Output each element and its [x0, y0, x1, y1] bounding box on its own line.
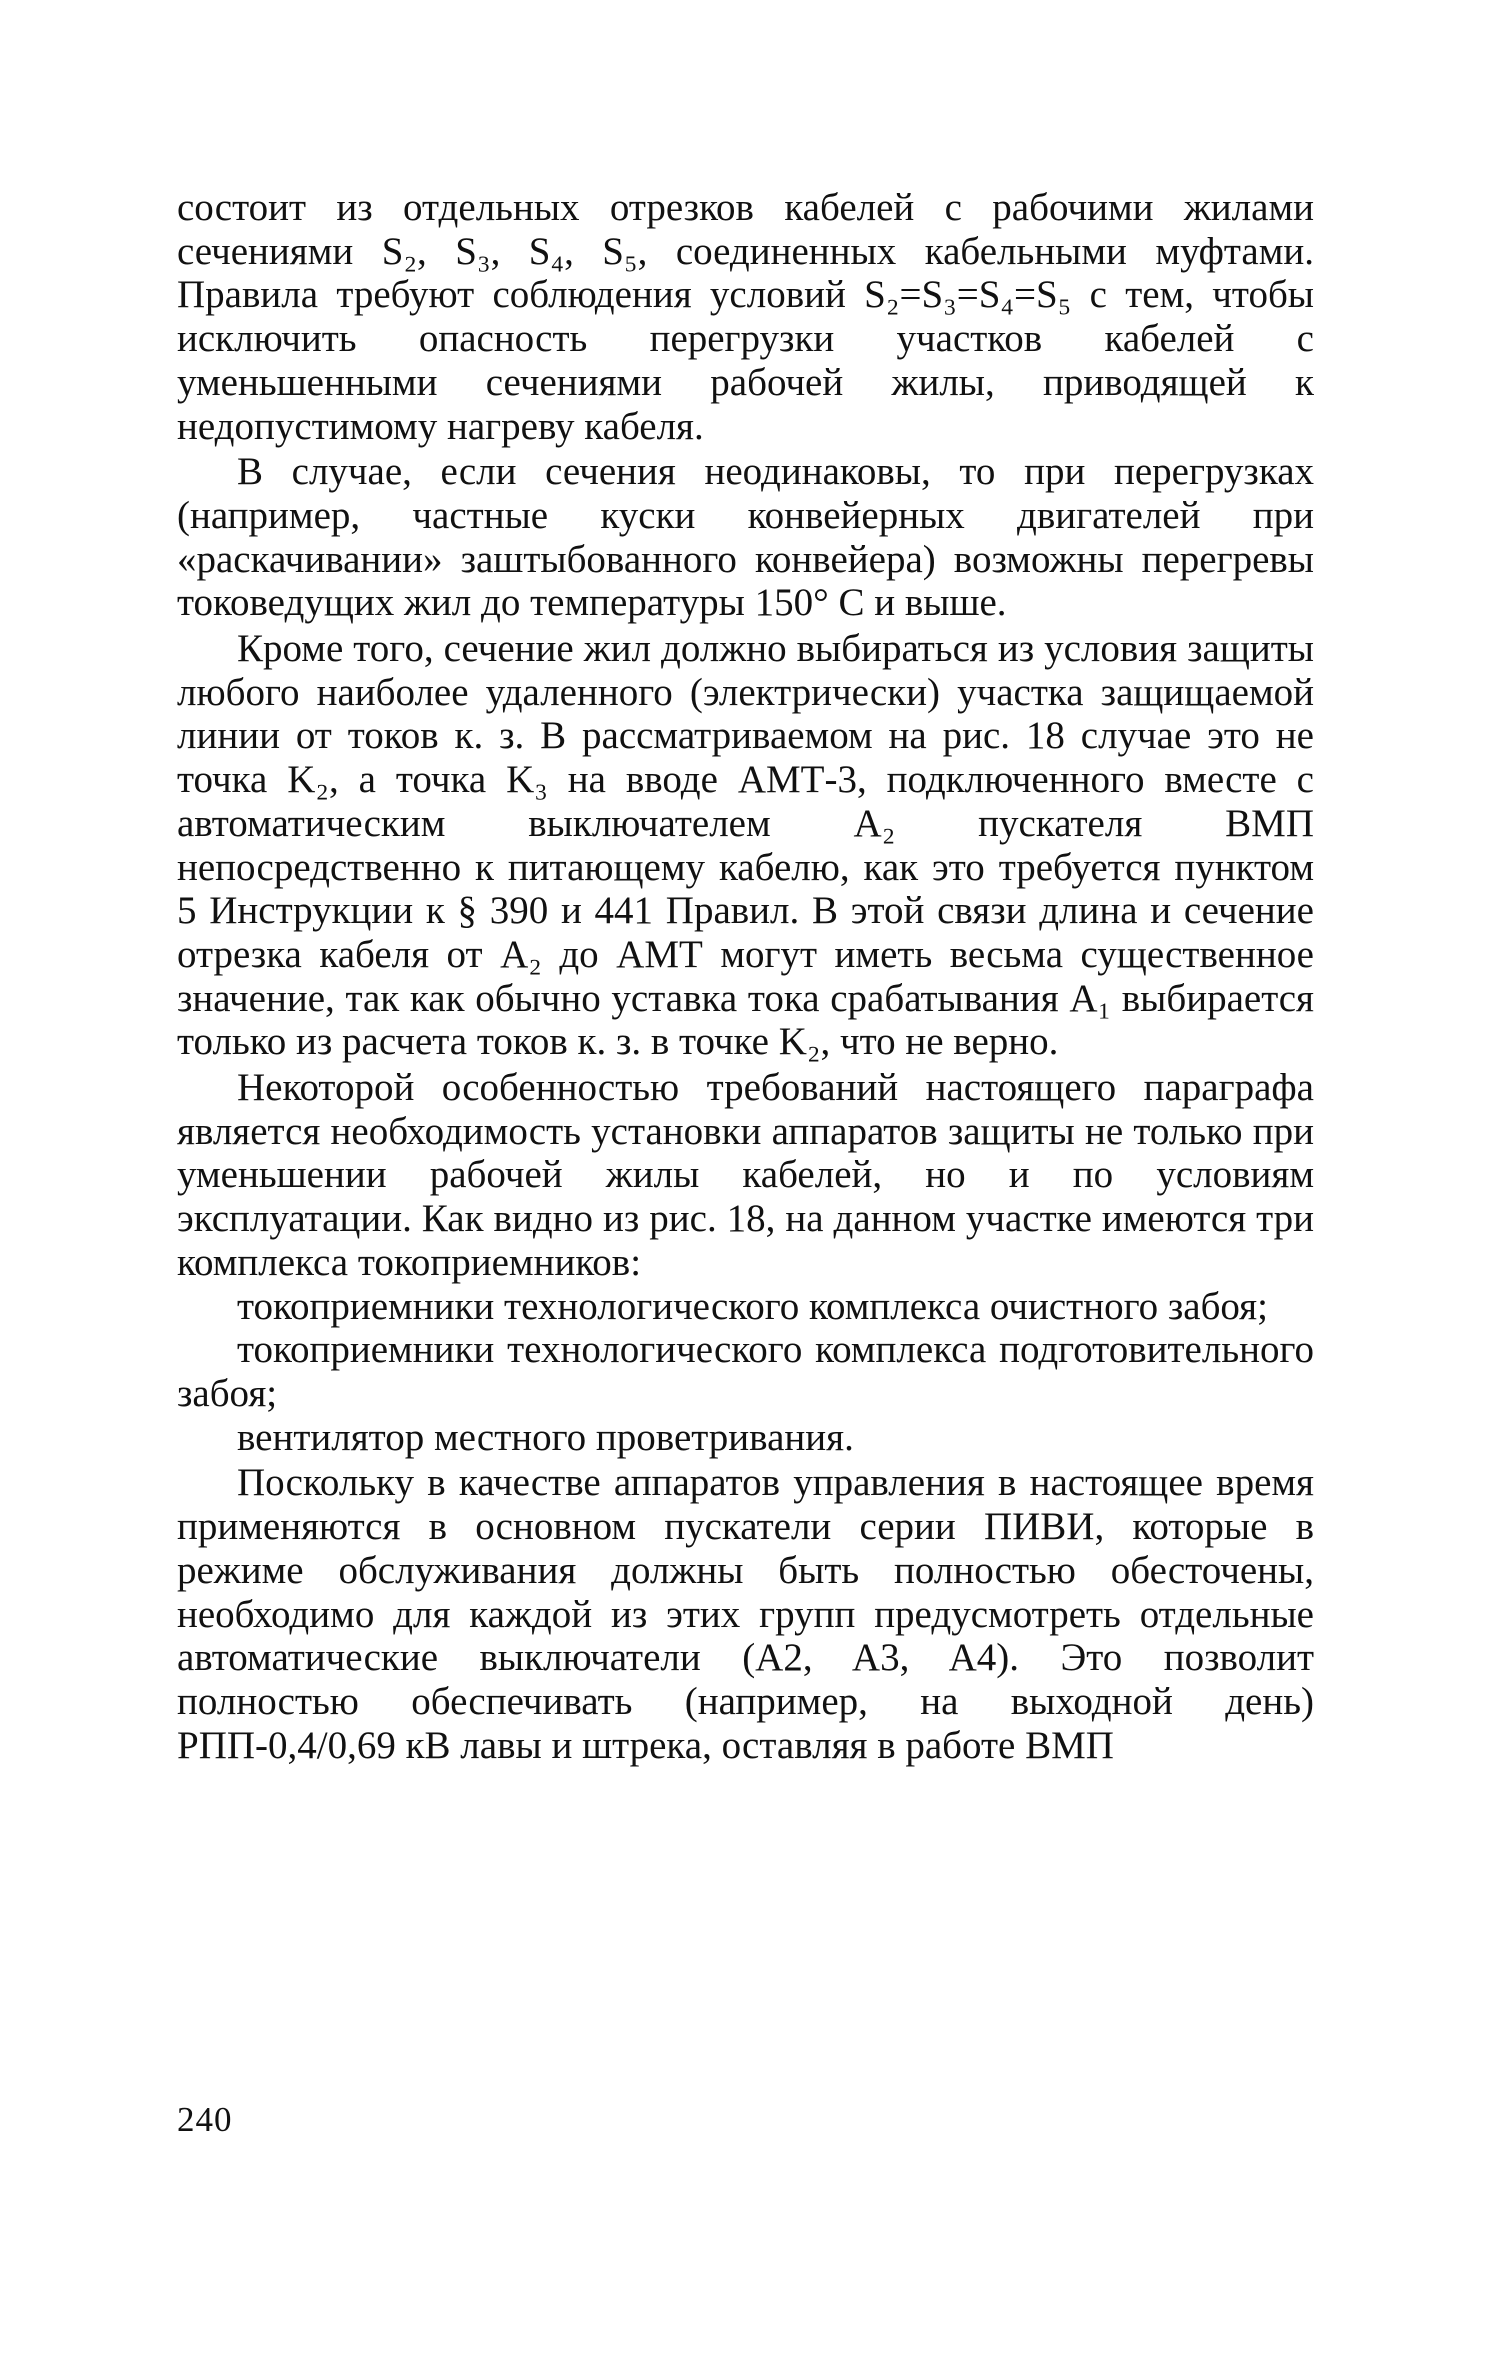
body-text [177, 186, 1314, 1767]
list-item-cleaning-face: токоприемники технологического комплекса очистного забоя; [237, 1284, 1268, 1328]
paragraph-equipment-requirements: Некоторой особенностью требований настоящего параграфа является необходимость установки аппаратов защиты не только при уменьшении рабочей жилы кабелей, но и по условиям эксплуатации. Как видно из рис. 18, на данном участке имеются три комплекса токоприемников: [177, 1066, 1314, 1284]
paragraph-control-devices: Поскольку в качестве аппаратов управления в настоящее время применяются в основном пускатели серии ПИВИ, которые в режиме обслуживания должны быть полностью обесточены, необходимо для каждой из этих групп предусмотреть отдельные автоматические выключатели (A2, A3, A4). Это позволит полностью обеспечивать (например, на выходной день) РПП-0,4/0,69 кВ лавы и штрека, оставляя в работе ВМП [177, 1461, 1314, 1767]
paragraph-short-circuit-protection: Кроме того, сечение жил должно выбираться из условия защиты любого наиболее удаленного (электрически) участка защищаемой линии от токов к. з. В рассматриваемом на рис. 18 случае это не точка K₂, а точка K₃ на вводе АМТ-3, подключенного вместе с автоматическим выключателем A₂ пускателя ВМП непосредственно к питающему кабелю, как это требуется пунктом 5 Инструкции к § 390 и 441 Правил. В этой связи длина и сечение отрезка кабеля от A₂ до АМТ могут иметь весьма существенное значение, так как обычно уставка тока срабатывания A₁ выбирается только из расчета токов к. з. в точке K₂, что не верно. [177, 627, 1314, 1064]
paragraph-continuation: состоит из отдельных отрезков кабелей с рабочими жилами сечениями S₂, S₃, S₄, S₅, соединенных кабельными муфтами. Правила требуют соблюдения условий S₂=S₃=S₄=S₅ с тем, чтобы исключить опасность перегрузки участков кабелей с уменьшенными сечениями рабочей жилы, приводящей к недопустимому нагреву кабеля. [177, 186, 1314, 448]
page-number: 240 [177, 2100, 233, 2139]
list-item-preparatory-face: токоприемники технологического комплекса подготовительного забоя; [177, 1328, 1314, 1415]
paragraph-overheating: В случае, если сечения неодинаковы, то при перегрузках (например, частные куски конвейерных двигателей при «раскачивании» заштыбованного конвейера) возможны перегревы токоведущих жил до температуры 150° С и выше. [177, 450, 1314, 625]
list-item-ventilator: вентилятор местного проветривания. [237, 1415, 854, 1459]
